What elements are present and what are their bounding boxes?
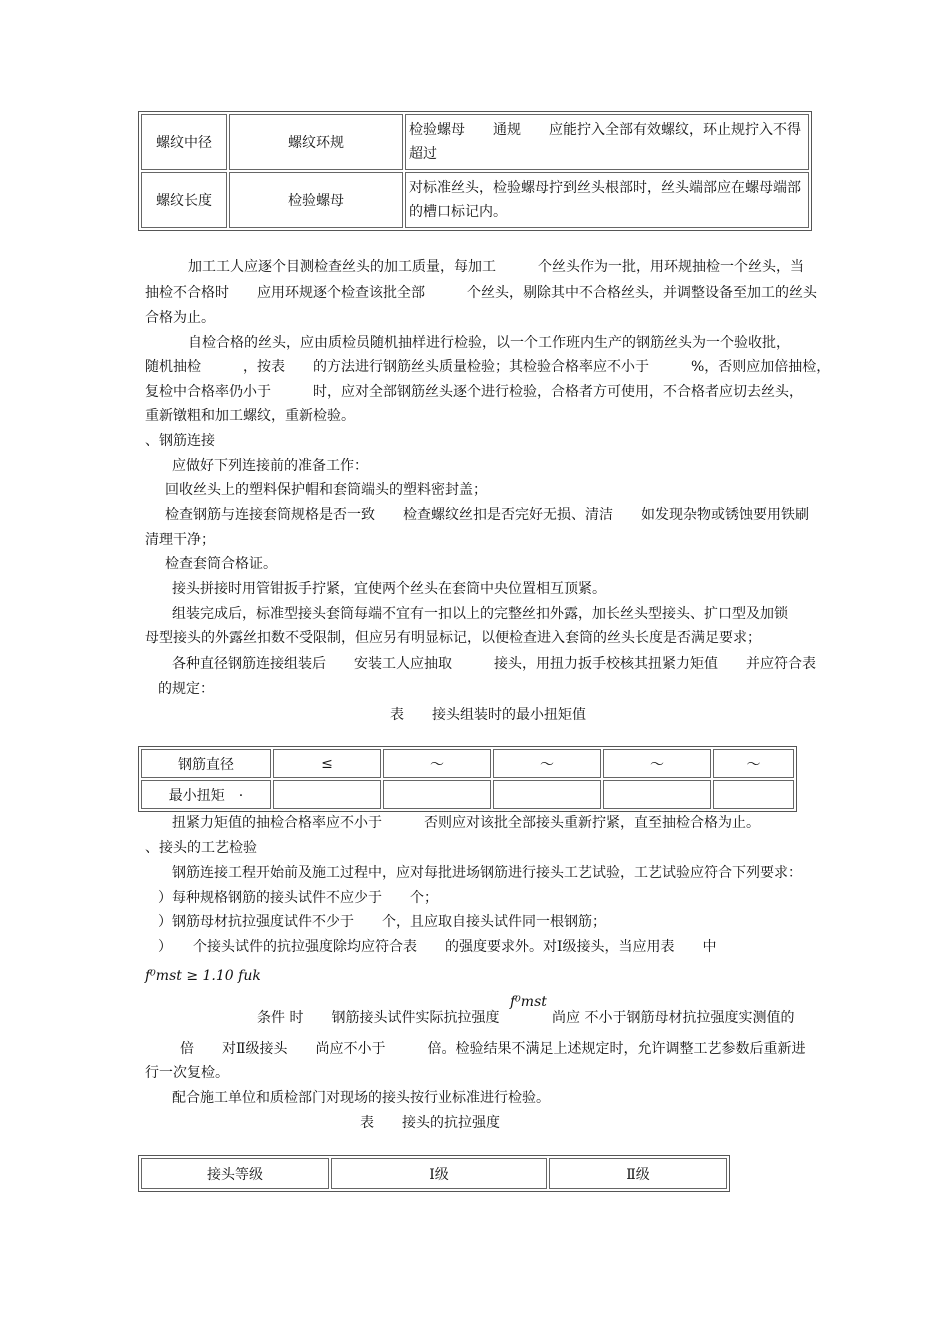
paragraph-line: 配合施工单位和质检部门对现场的接头按行业标准进行检验。	[172, 1090, 550, 1106]
paragraph-line: 尚应 不小于钢筋母材抗拉强度实测值的	[552, 1010, 795, 1026]
paragraph-line: 合格为止。	[145, 310, 215, 326]
paragraph-line: 抽检不合格时 应用环规逐个检查该批全部 个丝头，剔除其中不合格丝头，并调整设备至加工的丝头	[145, 285, 817, 301]
formula-actual-strength: f⁰mst	[510, 994, 547, 1010]
table-cell: ～	[603, 749, 711, 778]
table-cell	[383, 780, 491, 809]
paragraph-line: 检查套筒合格证。	[165, 556, 277, 572]
table-row	[141, 749, 794, 778]
formula-strength-condition: f⁰mst ≥ 1.10 fuk	[145, 968, 261, 984]
paragraph-line: 、钢筋连接	[145, 433, 215, 449]
table-row	[141, 172, 809, 228]
paragraph-line: 回收丝头上的塑料保护帽和套筒端头的塑料密封盖；	[165, 482, 487, 498]
table-cell	[493, 780, 601, 809]
table-cell: 接头等级	[141, 1158, 329, 1189]
paragraph-line: ） 个接头试件的抗拉强度除均应符合表 的强度要求外。对Ⅰ级接头，当应用表 中	[158, 939, 717, 955]
table-cell: ≤	[273, 749, 381, 778]
table-cell: 对标准丝头，检验螺母拧到丝头根部时，丝头端部应在螺母端部的槽口标记内。	[405, 172, 809, 228]
paragraph-line: 组装完成后，标准型接头套筒每端不宜有一扣以上的完整丝扣外露，加长丝头型接头、扩口型及加锁	[172, 606, 788, 622]
paragraph-line: 清理干净；	[145, 532, 215, 548]
paragraph-line: 自检合格的丝头，应由质检员随机抽样进行检验，以一个工作班内生产的钢筋丝头为一个验收批，	[188, 335, 790, 351]
table-cell	[713, 780, 794, 809]
tensile-strength-table	[138, 1155, 730, 1192]
table-row	[141, 1158, 727, 1189]
paragraph-line: 随机抽检 ，按表 的方法进行钢筋丝头质量检验；其检验合格率应不小于 %，否则应加倍抽检，	[145, 359, 831, 375]
paragraph-line: 表 接头的抗拉强度	[360, 1115, 500, 1131]
table-cell: 检验螺母	[229, 172, 403, 228]
table-cell: 检验螺母 通规 应能拧入全部有效螺纹，环止规拧入不得超过	[405, 114, 809, 170]
table-cell: 最小扭矩 ·	[141, 780, 271, 809]
paragraph-line: 加工工人应逐个目测检查丝头的加工质量，每加工 个丝头作为一批，用环规抽检一个丝头，当	[188, 259, 804, 275]
paragraph-line: 重新镦粗和加工螺纹，重新检验。	[145, 408, 355, 424]
paragraph-line: 应做好下列连接前的准备工作：	[172, 458, 368, 474]
paragraph-line: 倍 对Ⅱ级接头 尚应不小于 倍。检验结果不满足上述规定时，允许调整工艺参数后重新进	[180, 1041, 806, 1057]
paragraph-line: 钢筋连接工程开始前及施工过程中，应对每批进场钢筋进行接头工艺试验，工艺试验应符合下列要求：	[172, 865, 802, 881]
paragraph-line: 、接头的工艺检验	[145, 840, 257, 856]
table-cell: 螺纹环规	[229, 114, 403, 170]
paragraph-line: 的规定：	[158, 681, 214, 697]
table-cell: ～	[493, 749, 601, 778]
table-cell: ～	[713, 749, 794, 778]
thread-inspection-table	[138, 111, 812, 231]
table-cell	[603, 780, 711, 809]
paragraph-line: 表 接头组装时的最小扭矩值	[390, 707, 586, 723]
paragraph-line: ）钢筋母材抗拉强度试件不少于 个，且应取自接头试件同一根钢筋；	[158, 914, 606, 930]
paragraph-line: ）每种规格钢筋的接头试件不应少于 个；	[158, 890, 438, 906]
table-cell: Ⅰ级	[331, 1158, 547, 1189]
table-cell: Ⅱ级	[549, 1158, 727, 1189]
min-torque-table	[138, 746, 797, 812]
paragraph-line: 行一次复检。	[145, 1065, 229, 1081]
table-cell: 钢筋直径	[141, 749, 271, 778]
table-row	[141, 114, 809, 170]
paragraph-line: 条件 时 钢筋接头试件实际抗拉强度	[257, 1010, 500, 1026]
paragraph-line: 检查钢筋与连接套筒规格是否一致 检查螺纹丝扣是否完好无损、清洁 如发现杂物或锈蚀要用铁刷	[165, 507, 809, 523]
paragraph-line: 复检中合格率仍小于 时，应对全部钢筋丝头逐个进行检验，合格者方可使用，不合格者应切去丝头，	[145, 384, 803, 400]
paragraph-line: 接头拼接时用管钳扳手拧紧，宜使两个丝头在套筒中央位置相互顶紧。	[172, 581, 606, 597]
table-cell: 螺纹长度	[141, 172, 227, 228]
table-cell	[273, 780, 381, 809]
table-cell: ～	[383, 749, 491, 778]
paragraph-line: 各种直径钢筋连接组装后 安装工人应抽取 接头，用扭力扳手校核其扭紧力矩值 并应符合表	[172, 656, 816, 672]
paragraph-line: 扭紧力矩值的抽检合格率应不小于 否则应对该批全部接头重新拧紧，直至抽检合格为止。	[172, 815, 760, 831]
table-cell: 螺纹中径	[141, 114, 227, 170]
paragraph-line: 母型接头的外露丝扣数不受限制，但应另有明显标记，以便检查进入套筒的丝头长度是否满足要求；	[145, 630, 761, 646]
table-row	[141, 780, 794, 809]
